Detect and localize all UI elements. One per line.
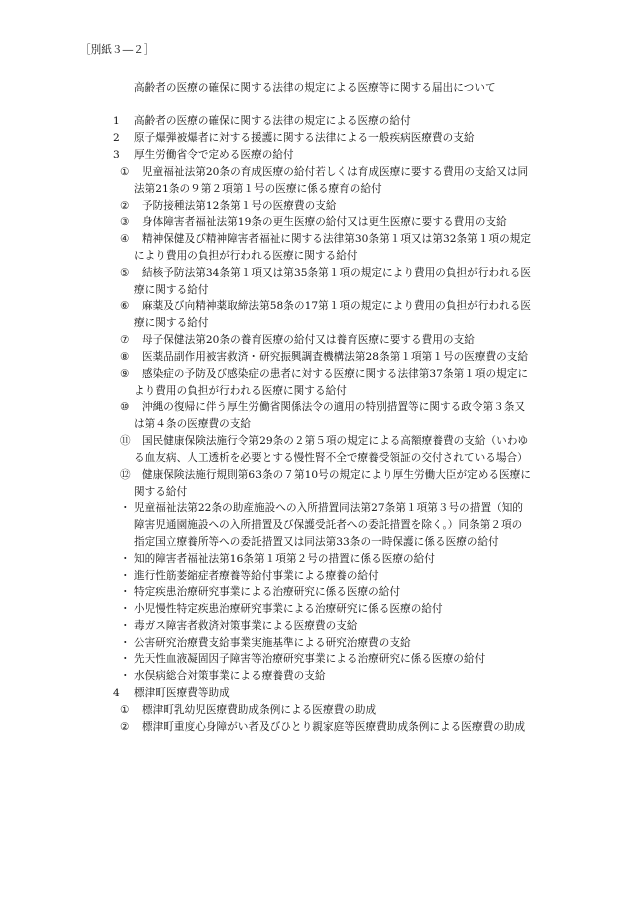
bullet-text: 児童福祉法第22条の助産施設への入所措置同法第27条第１項第３号の措置（知的 xyxy=(134,502,524,514)
item-marker: ⑥ xyxy=(120,300,130,312)
section-number: 3 xyxy=(113,149,120,161)
item-text: 健康保険法施行規則第63条の７第10号の規定により厚生労働大臣が定める医療に xyxy=(142,469,532,481)
list-item xyxy=(120,468,531,482)
item-marker: ⑩ xyxy=(120,401,130,413)
bullet-marker: ・ xyxy=(120,502,131,514)
bullet-text: 公害研究治療費支給事業実施基準による研究治療費の支給 xyxy=(134,637,411,649)
list-item xyxy=(120,720,525,734)
section-4 xyxy=(113,686,230,700)
bullet-item xyxy=(120,619,358,633)
item-marker: ⑪ xyxy=(120,435,131,447)
bullet-marker: ・ xyxy=(120,553,131,565)
item-marker: ① xyxy=(120,166,130,178)
item-marker: ⑫ xyxy=(120,469,131,481)
list-item-continuation: より費用の負担が行われる医療に関する給付 xyxy=(134,385,347,397)
item-text: 母子保健法第20条の養育医療の給付又は養育医療に要する費用の支給 xyxy=(142,334,475,346)
bullet-item xyxy=(120,569,379,583)
list-item xyxy=(120,199,337,213)
item-marker: ① xyxy=(120,704,130,716)
bullet-item xyxy=(120,501,523,515)
item-text: 麻薬及び向精神薬取締法第58条の17第１項の規定により費用の負担が行われる医 xyxy=(142,300,532,312)
bullet-marker: ・ xyxy=(120,586,131,598)
list-item xyxy=(120,232,531,246)
item-text: 精神保健及び精神障害者福祉に関する法律第30条第１項又は第32条第１項の規定 xyxy=(142,233,532,245)
item-marker: ⑦ xyxy=(120,334,130,346)
list-item-continuation: は第４条の医療費の支給 xyxy=(134,418,252,430)
section-number: 2 xyxy=(113,132,120,144)
list-item-continuation: る血友病、人工透析を必要とする慢性腎不全で療養受領証の交付されている場合） xyxy=(134,452,528,464)
bullet-item-continuation: 指定国立療養所等への委託措置又は同法第33条の一時保護に係る医療の給付 xyxy=(134,536,499,548)
bullet-marker: ・ xyxy=(120,637,131,649)
bullet-item xyxy=(120,585,400,599)
section-1 xyxy=(113,114,411,128)
attachment-label: ［別紙３―２］ xyxy=(80,44,155,56)
bullet-item xyxy=(120,636,411,650)
list-item xyxy=(120,165,528,179)
item-text: 児童福祉法第20条の育成医療の給付若しくは育成医療に要する費用の支給又は同 xyxy=(142,166,529,178)
bullet-marker: ・ xyxy=(120,670,131,682)
item-text: 標津町重度心身障がい者及びひとり親家庭等医療費助成条例による医療費の助成 xyxy=(142,721,526,733)
section-3 xyxy=(113,148,294,162)
item-text: 予防接種法第12条第１号の医療費の支給 xyxy=(142,200,337,212)
item-marker: ④ xyxy=(120,233,130,245)
bullet-marker: ・ xyxy=(120,653,131,665)
bullet-marker: ・ xyxy=(120,603,131,615)
item-marker: ⑤ xyxy=(120,267,130,279)
list-item-continuation: 療に関する給付 xyxy=(134,317,209,329)
bullet-text: 毒ガス障害者救済対策事業による医療費の支給 xyxy=(134,620,358,632)
item-text: 沖縄の復帰に伴う厚生労働省関係法令の適用の特別措置等に関する政令第３条又 xyxy=(142,401,526,413)
item-text: 結核予防法第34条第１項又は第35条第１項の規定により費用の負担が行われる医 xyxy=(142,267,532,279)
item-marker: ⑧ xyxy=(120,351,130,363)
item-text: 国民健康保険法施行令第29条の２第５項の規定による高額療養費の支給（いわゆ xyxy=(142,435,529,447)
bullet-text: 小児慢性特定疾患治療研究事業による治療研究に係る医療の給付 xyxy=(134,603,443,615)
list-item-continuation: 療に関する給付 xyxy=(134,284,209,296)
list-item xyxy=(120,350,528,364)
list-item xyxy=(120,299,531,313)
item-marker: ③ xyxy=(120,216,130,228)
section-number: 4 xyxy=(113,687,120,699)
section-number: 1 xyxy=(113,115,120,127)
list-item xyxy=(120,434,528,448)
item-text: 医薬品副作用被害救済・研究振興調査機構法第28条第１項第１号の医療費の支給 xyxy=(142,351,529,363)
bullet-item xyxy=(120,602,443,616)
list-item xyxy=(120,333,475,347)
bullet-text: 進行性筋萎縮症者療養等給付事業による療養の給付 xyxy=(134,570,379,582)
bullet-item xyxy=(120,652,485,666)
section-text: 厚生労働省令で定める医療の給付 xyxy=(134,149,294,161)
section-2 xyxy=(113,131,475,145)
item-text: 感染症の予防及び感染症の患者に対する医療に関する法律第37条第１項の規定に xyxy=(142,368,529,380)
bullet-text: 特定疾患治療研究事業による治療研究に係る医療の給付 xyxy=(134,586,401,598)
bullet-marker: ・ xyxy=(120,620,131,632)
item-text: 標津町乳幼児医療費助成条例による医療費の助成 xyxy=(142,704,377,716)
item-text: 身体障害者福祉法第19条の更生医療の給付又は更生医療に要する費用の支給 xyxy=(142,216,507,228)
bullet-text: 先天性血液凝固因子障害等治療研究事業による治療研究に係る医療の給付 xyxy=(134,653,486,665)
list-item-continuation: 法第21条の９第２項第１号の医療に係る療育の給付 xyxy=(134,183,382,195)
list-item xyxy=(120,266,531,280)
list-item-continuation: により費用の負担が行われる医療に関する給付 xyxy=(134,250,358,262)
item-marker: ② xyxy=(120,721,130,733)
list-item-continuation: 関する給付 xyxy=(134,486,188,498)
document-title: 高齢者の医療の確保に関する法律の規定による医療等に関する届出について xyxy=(134,82,496,94)
list-item xyxy=(120,215,507,229)
list-item xyxy=(120,400,525,414)
bullet-item-continuation: 障害児通園施設への入所措置及び保護受託者への委託措置を除く。）同条第２項の xyxy=(134,519,523,531)
section-text: 標津町医療費等助成 xyxy=(134,687,230,699)
list-item xyxy=(120,367,528,381)
bullet-text: 知的障害者福祉法第16条第１項第２号の措置に係る医療の給付 xyxy=(134,553,435,565)
bullet-text: 水俣病総合対策事業による療養費の支給 xyxy=(134,670,326,682)
bullet-item xyxy=(120,669,326,683)
section-text: 原子爆弾被爆者に対する援護に関する法律による一般疾病医療費の支給 xyxy=(134,132,475,144)
bullet-marker: ・ xyxy=(120,570,131,582)
list-item xyxy=(120,703,376,717)
section-text: 高齢者の医療の確保に関する法律の規定による医療の給付 xyxy=(134,115,411,127)
item-marker: ⑨ xyxy=(120,368,130,380)
item-marker: ② xyxy=(120,200,130,212)
bullet-item xyxy=(120,552,435,566)
